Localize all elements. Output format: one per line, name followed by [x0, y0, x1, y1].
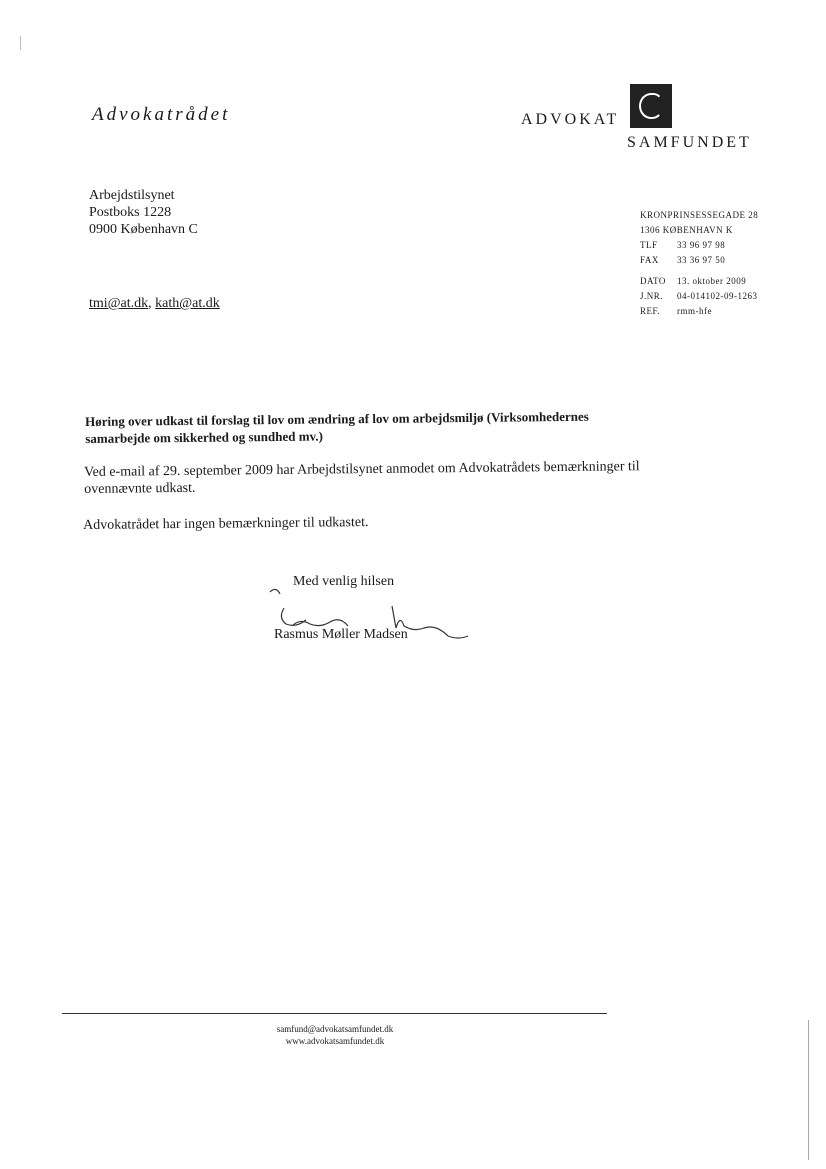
recipient-line: Arbejdstilsynet: [89, 188, 175, 203]
footer-web: www.advokatsamfundet.dk: [285, 1036, 385, 1046]
email-link-2[interactable]: kath@at.dk: [155, 296, 220, 311]
contact-tlf: [640, 238, 758, 253]
letter-subject: Høring over udkast til forslag til lov om ændring af lov om arbejdsmiljø (Virksomhedernes samarbejde om sikkerhed og sundhed mv.): [85, 408, 589, 446]
recipient-line: Postboks 1228: [89, 205, 172, 220]
letter-paragraph: Ved e-mail af 29. september 2009 har Arbejdstilsynet anmodet om Advokatrådets bemærkninger til ovennævnte udkast.: [84, 459, 640, 497]
contact-city: 1306 KØBENHAVN K: [640, 225, 733, 235]
contact-ref: [640, 304, 758, 319]
contact-fax: [640, 253, 758, 268]
ref-value: rmm-hfe: [677, 306, 712, 316]
scan-edge-mark: [808, 1020, 809, 1160]
closing-greeting: Med venlig hilsen: [293, 574, 395, 589]
logo-text-bottom: SAMFUNDET: [627, 134, 752, 151]
tlf-value: 33 96 97 98: [677, 240, 726, 250]
footer-divider: [62, 1013, 607, 1014]
email-separator: ,: [148, 296, 156, 311]
contact-block: [640, 208, 758, 319]
recipient-line: 0900 København C: [89, 222, 198, 237]
sender-name: Advokatrådet: [92, 104, 231, 125]
footer: [200, 1023, 470, 1047]
contact-street: KRONPRINSESSEGADE 28: [640, 210, 759, 220]
dato-value: 13. oktober 2009: [677, 276, 747, 286]
jnr-label: J.NR.: [640, 291, 664, 301]
recipient-emails: [89, 296, 220, 312]
contact-jnr: [640, 289, 758, 304]
tlf-label: TLF: [640, 240, 658, 250]
letter-paragraph: Advokatrådet har ingen bemærkninger til udkastet.: [83, 515, 369, 533]
recipient-address: [89, 187, 198, 238]
scan-edge-mark: [20, 36, 21, 50]
email-link-1[interactable]: tmi@at.dk: [89, 296, 149, 311]
footer-email: samfund@advokatsamfundet.dk: [276, 1024, 394, 1034]
signer-name: Rasmus Møller Madsen: [274, 627, 408, 642]
logo-text-top: ADVOKAT: [521, 111, 620, 128]
fax-value: 33 36 97 50: [677, 255, 726, 265]
contact-dato: [640, 274, 758, 289]
ref-label: REF.: [640, 306, 661, 316]
jnr-value: 04-014102-09-1263: [677, 291, 758, 301]
logo-mark-icon: [630, 84, 672, 128]
dato-label: DATO: [640, 276, 666, 286]
fax-label: FAX: [640, 255, 659, 265]
